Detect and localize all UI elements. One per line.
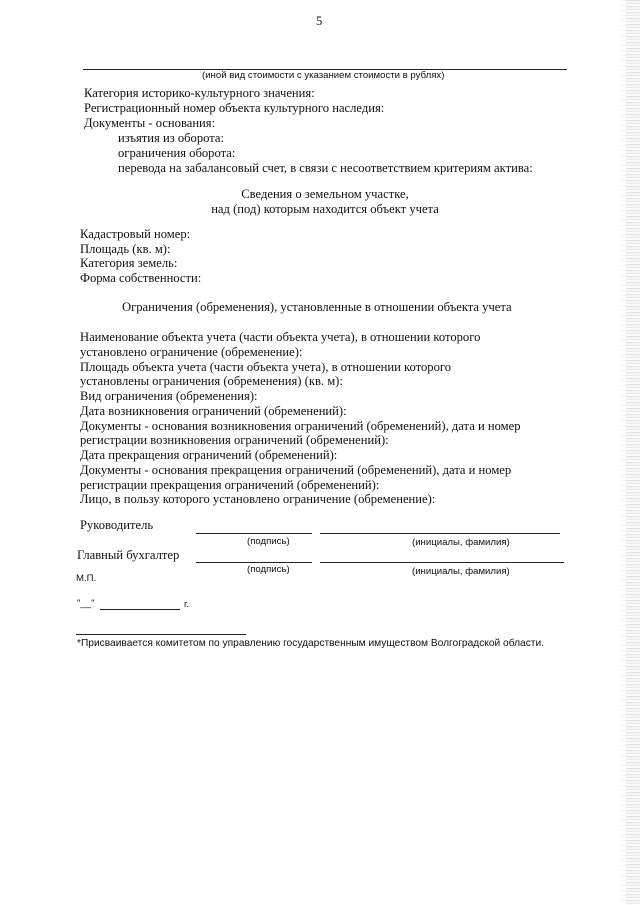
field-turnover-restriction: ограничения оборота: [118,146,236,160]
date-day: "__" [77,598,95,609]
field-withdrawal: изъятия из оборота: [118,131,225,145]
top-caption: (иной вид стоимости с указанием стоимости в рублях) [202,70,445,81]
restriction-line: регистрации прекращения ограничений (обременений): [80,478,380,492]
accountant-name-line [320,562,564,563]
head-name-caption: (инициалы, фамилия) [412,537,510,548]
field-cadastral-number: Кадастровый номер: [80,227,191,241]
field-category: Категория историко-культурного значения: [84,86,315,100]
restriction-line: Площадь объекта учета (части объекта учета), в отношении которого [80,360,452,374]
accountant-signature-line [196,562,312,563]
head-name-line [320,533,560,534]
accountant-label: Главный бухгалтер [77,548,180,562]
restriction-line: Документы - основания возникновения ограничений (обременений), дата и номер [80,419,521,433]
accountant-signature-caption: (подпись) [247,564,290,575]
restriction-line: установлены ограничения (обременения) (кв. м): [80,374,343,388]
head-signature-caption: (подпись) [247,536,290,547]
land-heading-line-1: Сведения о земельном участке, [241,187,409,201]
restriction-line: Наименование объекта учета (части объекта учета), в отношении которого [80,330,481,344]
restriction-line: Лицо, в пользу которого установлено ограничение (обременение): [80,492,436,506]
field-ownership-form: Форма собственности: [80,271,202,285]
accountant-name-caption: (инициалы, фамилия) [412,566,510,577]
restriction-line: Дата возникновения ограничений (обременений): [80,404,347,418]
field-land-category: Категория земель: [80,256,178,270]
land-heading-line-2: над (под) которым находится объект учета [211,202,439,216]
restrictions-heading: Ограничения (обременения), установленные в отношении объекта учета [122,300,512,314]
restriction-line: регистрации возникновения ограничений (обременений): [80,433,389,447]
footnote-separator [76,634,246,635]
restriction-line: Вид ограничения (обременения): [80,389,258,403]
restriction-line: Документы - основания прекращения ограничений (обременений), дата и номер [80,463,512,477]
field-area: Площадь (кв. м): [80,242,171,256]
footnote: *Присваивается комитетом по управлению государственным имуществом Волгоградской области. [77,638,544,649]
head-signature-line [196,533,312,534]
restriction-line: Дата прекращения ограничений (обременений): [80,448,338,462]
stamp-label: М.П. [76,573,97,584]
head-label: Руководитель [80,518,154,532]
date-year-suffix: г. [184,599,189,610]
restriction-line: установлено ограничение (обременение): [80,345,303,359]
field-documents: Документы - основания: [84,116,216,130]
scan-edge [626,0,640,905]
page-number: 5 [316,14,323,28]
field-off-balance: перевода на забалансовый счет, в связи с несоответствием критериям актива: [118,161,533,175]
date-month-line [100,609,180,610]
field-registration-number: Регистрационный номер объекта культурного наследия: [84,101,385,115]
